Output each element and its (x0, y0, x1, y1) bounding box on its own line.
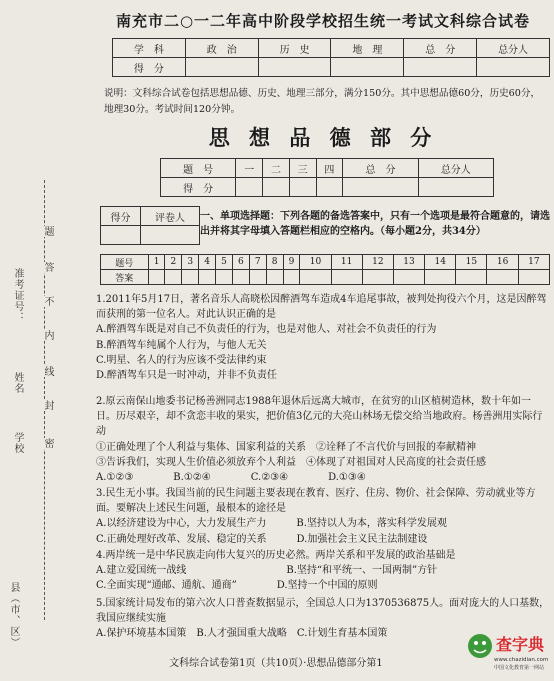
grader-box (100, 206, 200, 245)
seal-char: 封 (42, 400, 53, 411)
answer-cell[interactable] (393, 270, 424, 285)
logo-url: www.chazidian.com (494, 657, 548, 663)
answer-cell[interactable] (199, 270, 216, 285)
section-header: 一 (236, 159, 263, 178)
section-cell[interactable] (289, 178, 316, 197)
answer-grid-number: 6 (232, 255, 249, 270)
answer-cell[interactable] (362, 270, 393, 285)
seal-char: 密 (42, 438, 53, 449)
question-option: A.①②③ B.①②④ C.②③④ D.①③④ (96, 472, 366, 484)
answer-cell[interactable] (249, 270, 266, 285)
site-logo (466, 628, 548, 674)
question-option: C.全面实现“通邮、通航、通商” D.坚持一个中国的原则 (96, 580, 378, 592)
question-stem: 3.民生无小事。我国当前的民生问题主要表现在教育、医疗、住房、物价、社会保障、劳动就业等方面。要解决上述民生问题，最根本的途径是 (96, 488, 536, 515)
grader-name-cell[interactable] (140, 226, 199, 245)
answer-grid-number: 10 (300, 255, 331, 270)
section-row-label: 得 分 (161, 178, 236, 197)
question-option: A.醉酒驾车既是对自己不负责任的行为，也是对他人、对社会不负责任的行为 (96, 324, 437, 336)
score-header: 地 理 (331, 39, 404, 58)
answer-cell[interactable] (300, 270, 331, 285)
section-cell[interactable] (263, 178, 290, 197)
question-1 (96, 292, 550, 383)
question-stem: 5.国家统计局发布的第六次人口普查数据显示，全国总人口为1370536875人。面对庞大的人口基数，我国应继续实施 (96, 598, 550, 625)
answer-cell[interactable] (216, 270, 233, 285)
page-footer: 文科综合试卷第1页（共10页）·思想品德部分第1 (169, 658, 383, 669)
seal-char: 答 (42, 262, 53, 273)
answer-grid-number: 11 (331, 255, 362, 270)
answer-grid-number: 13 (393, 255, 424, 270)
logo-slogan: 中国文化教育第一网站 (494, 665, 545, 671)
binding-margin (0, 0, 96, 681)
grader-name-label: 评卷人 (140, 207, 199, 226)
paper-title: 南充市二○一二年高中阶段学校招生统一考试文科综合试卷 (115, 12, 531, 30)
section-cell[interactable] (316, 178, 343, 197)
seal-char: 线 (42, 366, 53, 377)
answer-grid (100, 254, 550, 285)
score-header: 政 治 (185, 39, 258, 58)
answer-cell[interactable] (283, 270, 300, 285)
score-cell[interactable] (404, 58, 477, 77)
grader-score-label: 得分 (101, 207, 141, 226)
section-header: 题 号 (161, 159, 236, 178)
score-header: 总 分 (404, 39, 477, 58)
answer-grid-number: 5 (216, 255, 233, 270)
answer-grid-number: 12 (362, 255, 393, 270)
score-cell[interactable] (331, 58, 404, 77)
answer-grid-number-label: 题号 (101, 255, 149, 270)
section-header: 总分人 (418, 159, 493, 178)
question-option: B.醉酒驾车纯属个人行为，与他人无关 (96, 339, 267, 351)
score-header: 历 史 (258, 39, 331, 58)
answer-grid-number: 4 (199, 255, 216, 270)
logo-name: 查字典 (496, 635, 545, 654)
question-stem: 2.原云南保山地委书记杨善洲同志1988年退休后远离大城市，在贫穷的山区植树造林，数十年如一日。历尽艰辛，却不贪恋丰收的果实，把价值3亿元的大亮山林场无偿交给当地政府。杨善洲用实际行动 (96, 396, 543, 438)
question-option: A.保护环境基本国策 B.人才强国重大战略 C.计划生育基本国策 (96, 628, 388, 640)
label-county: 县（市、区） (8, 582, 19, 648)
section-header: 三 (289, 159, 316, 178)
question-option: A.以经济建设为中心，大力发展生产力 B.坚持以人为本，落实科学发展观 (96, 518, 447, 530)
answer-cell[interactable] (487, 270, 518, 285)
question-stem: 1.2011年5月17日，著名音乐人高晓松因醉酒驾车造成4车追尾事故，被判处拘役六个月，这是因醉驾而获刑的第一位名人。对此认识正确的是 (96, 294, 547, 321)
score-row-label: 得 分 (113, 58, 186, 77)
logo-graphic (466, 628, 548, 674)
answer-cell[interactable] (456, 270, 487, 285)
score-cell[interactable] (477, 58, 550, 77)
question-2 (96, 394, 550, 485)
question-stem: 4.两岸统一是中华民族走向伟大复兴的历史必然。两岸关系和平发展的政治基础是 (96, 550, 456, 561)
answer-grid-number: 1 (148, 255, 165, 270)
section-header: 四 (316, 159, 343, 178)
answer-grid-number: 15 (456, 255, 487, 270)
answer-cell[interactable] (266, 270, 283, 285)
seal-char: 内 (42, 330, 53, 341)
question-option: ①正确处理了个人利益与集体、国家利益的关系 ②诠释了不言代价与回报的奉献精神 (96, 441, 476, 453)
question-3 (96, 486, 550, 547)
section-cell[interactable] (343, 178, 418, 197)
question-option: A.建立爱国统一战线 B.坚持“和平统一、一国两制”方针 (96, 565, 438, 577)
section-header: 二 (263, 159, 290, 178)
section-cell[interactable] (236, 178, 263, 197)
section-cell[interactable] (418, 178, 493, 197)
logo-mascot-icon (468, 634, 492, 658)
answer-cell[interactable] (518, 270, 549, 285)
question-option: C.正确处理好改革、发展、稳定的关系 D.加强社会主义民主法制建设 (96, 533, 428, 545)
score-cell[interactable] (185, 58, 258, 77)
main-content (96, 0, 550, 681)
question-option: C.明星、名人的行为应该不受法律约束 (96, 354, 267, 366)
answer-grid-number: 3 (182, 255, 199, 270)
answer-grid-number: 8 (266, 255, 283, 270)
score-cell[interactable] (258, 58, 331, 77)
label-school: 学校 (12, 432, 23, 454)
answer-grid-number: 17 (518, 255, 549, 270)
answer-grid-answer-label: 答案 (101, 270, 149, 285)
section-instruction: 一、单项选择题：下列各题的备选答案中，只有一个选项是最符合题意的，请选出并将其字母填入答题栏相应的空格内。（每小题2分，共34分） (200, 211, 550, 237)
seal-char: 不 (42, 296, 53, 307)
answer-grid-number: 14 (425, 255, 456, 270)
score-header: 总分人 (477, 39, 550, 58)
seal-char: 题 (42, 226, 53, 237)
answer-cell[interactable] (331, 270, 362, 285)
label-exam-id: 准考证号： (12, 268, 23, 323)
score-header: 学 科 (113, 39, 186, 58)
exam-description: 说明：文科综合试卷包括思想品德、历史、地理三部分，满分150分。其中思想品德60分，历史60分，地理30分。考试时间120分钟。 (104, 88, 541, 115)
answer-cell[interactable] (425, 270, 456, 285)
answer-cell[interactable] (148, 270, 165, 285)
answer-grid-number: 9 (283, 255, 300, 270)
answer-grid-number: 7 (249, 255, 266, 270)
answer-cell[interactable] (232, 270, 249, 285)
question-option: D.醉酒驾车只是一时冲动，并非不负责任 (96, 370, 277, 382)
section-score-table (160, 158, 494, 197)
grader-score-cell[interactable] (101, 226, 141, 245)
section-header: 总 分 (343, 159, 418, 178)
answer-cell[interactable] (182, 270, 199, 285)
score-table (112, 38, 550, 77)
question-4 (96, 548, 550, 594)
label-name: 姓名 (12, 372, 23, 394)
section-title: 思 想 品 德 部 分 (208, 125, 438, 150)
answer-cell[interactable] (165, 270, 182, 285)
question-option: ③告诉我们，实现人生价值必须放弃个人利益 ④体现了对祖国对人民高度的社会责任感 (96, 456, 486, 468)
answer-grid-number: 2 (165, 255, 182, 270)
answer-grid-number: 16 (487, 255, 518, 270)
